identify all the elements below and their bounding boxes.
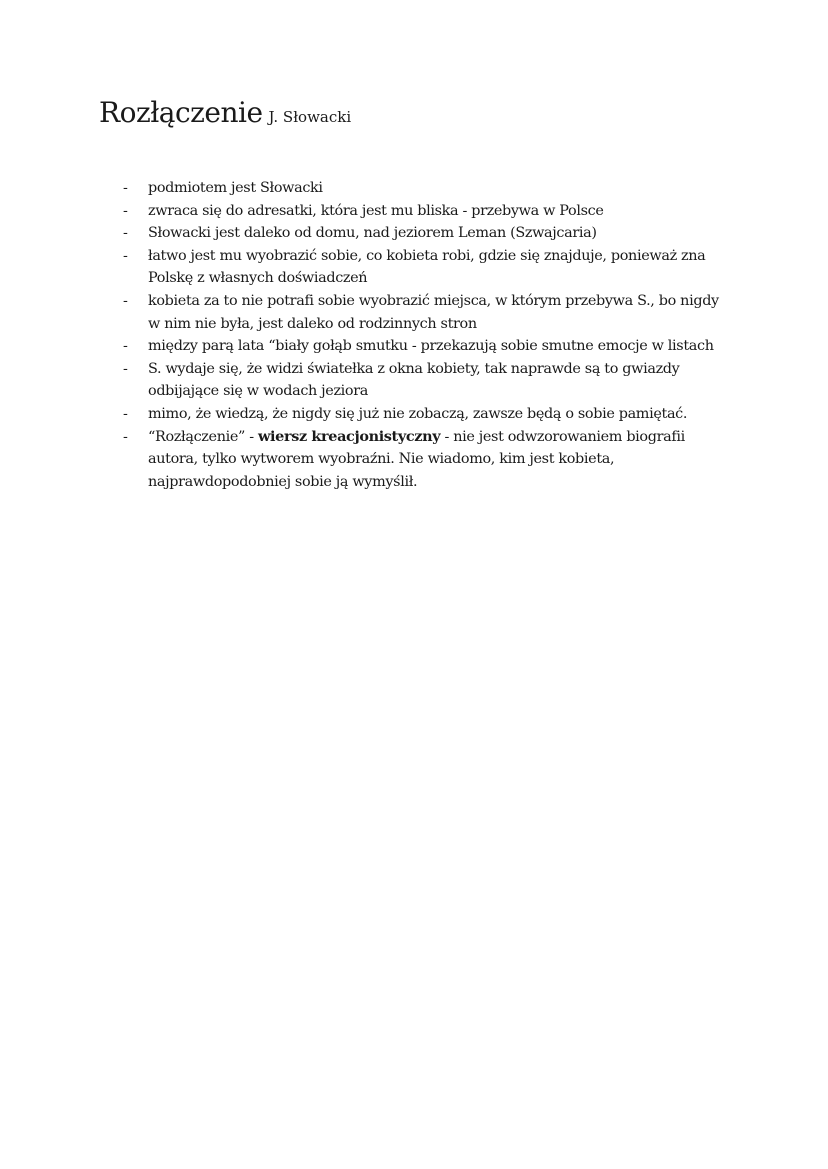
list-item [120, 200, 730, 223]
list-item-suffix: - nie jest odwzorowaniem biografii autora, tylko wytworem wyobraźni. Nie wiadomo, kim jest kobieta, najprawdopodobniej sobie ją wymyślił. [148, 428, 685, 490]
list-item-prefix: “Rozłączenie” - [148, 428, 258, 445]
list-item [120, 426, 730, 494]
list-item-text: mimo, że wiedzą, że nigdy się już nie zobaczą, zawsze będą o sobie pamiętać. [148, 405, 688, 422]
bullet-dash: - [123, 202, 128, 219]
bullet-dash: - [123, 428, 128, 445]
bullet-dash: - [123, 225, 128, 242]
page-title: Rozłączenie [99, 96, 263, 129]
bullet-dash: - [123, 360, 128, 377]
list-item-text: S. wydaje się, że widzi światełka z okna kobiety, tak naprawde są to gwiazdy odbijające się w wodach jeziora [148, 360, 680, 400]
bullet-dash: - [123, 338, 128, 355]
list-item [120, 290, 730, 335]
list-item-text: podmiotem jest Słowacki [148, 180, 323, 196]
heading [99, 96, 351, 129]
list-item [120, 245, 730, 290]
list-item-text: zwraca się do adresatki, która jest mu bliska - przebywa w Polsce [148, 202, 604, 219]
bullet-dash: - [123, 247, 128, 264]
list-item-text: łatwo jest mu wyobrazić sobie, co kobieta robi, gdzie się znajduje, ponieważ zna Polskę z własnych doświadczeń [148, 247, 706, 287]
list-item [120, 358, 730, 403]
bullet-dash: - [123, 180, 128, 196]
list-item-text: Słowacki jest daleko od domu, nad jeziorem Leman (Szwajcaria) [148, 225, 597, 242]
bullet-dash: - [123, 292, 128, 309]
bold-term: wiersz kreacjonistyczny [258, 427, 441, 445]
list-item [120, 222, 730, 245]
list-item [120, 403, 730, 426]
list-item [120, 177, 730, 200]
list-item-text: między parą lata “biały gołąb smutku - przekazują sobie smutne emocje w listach [148, 338, 714, 355]
author-name: J. Słowacki [268, 108, 352, 126]
notes-list [120, 177, 730, 493]
list-item-text: kobieta za to nie potrafi sobie wyobrazić miejsca, w którym przebywa S., bo nigdy w nim nie była, jest daleko od rodzinnych stron [148, 292, 719, 332]
bullet-dash: - [123, 405, 128, 422]
list-item [120, 335, 730, 358]
